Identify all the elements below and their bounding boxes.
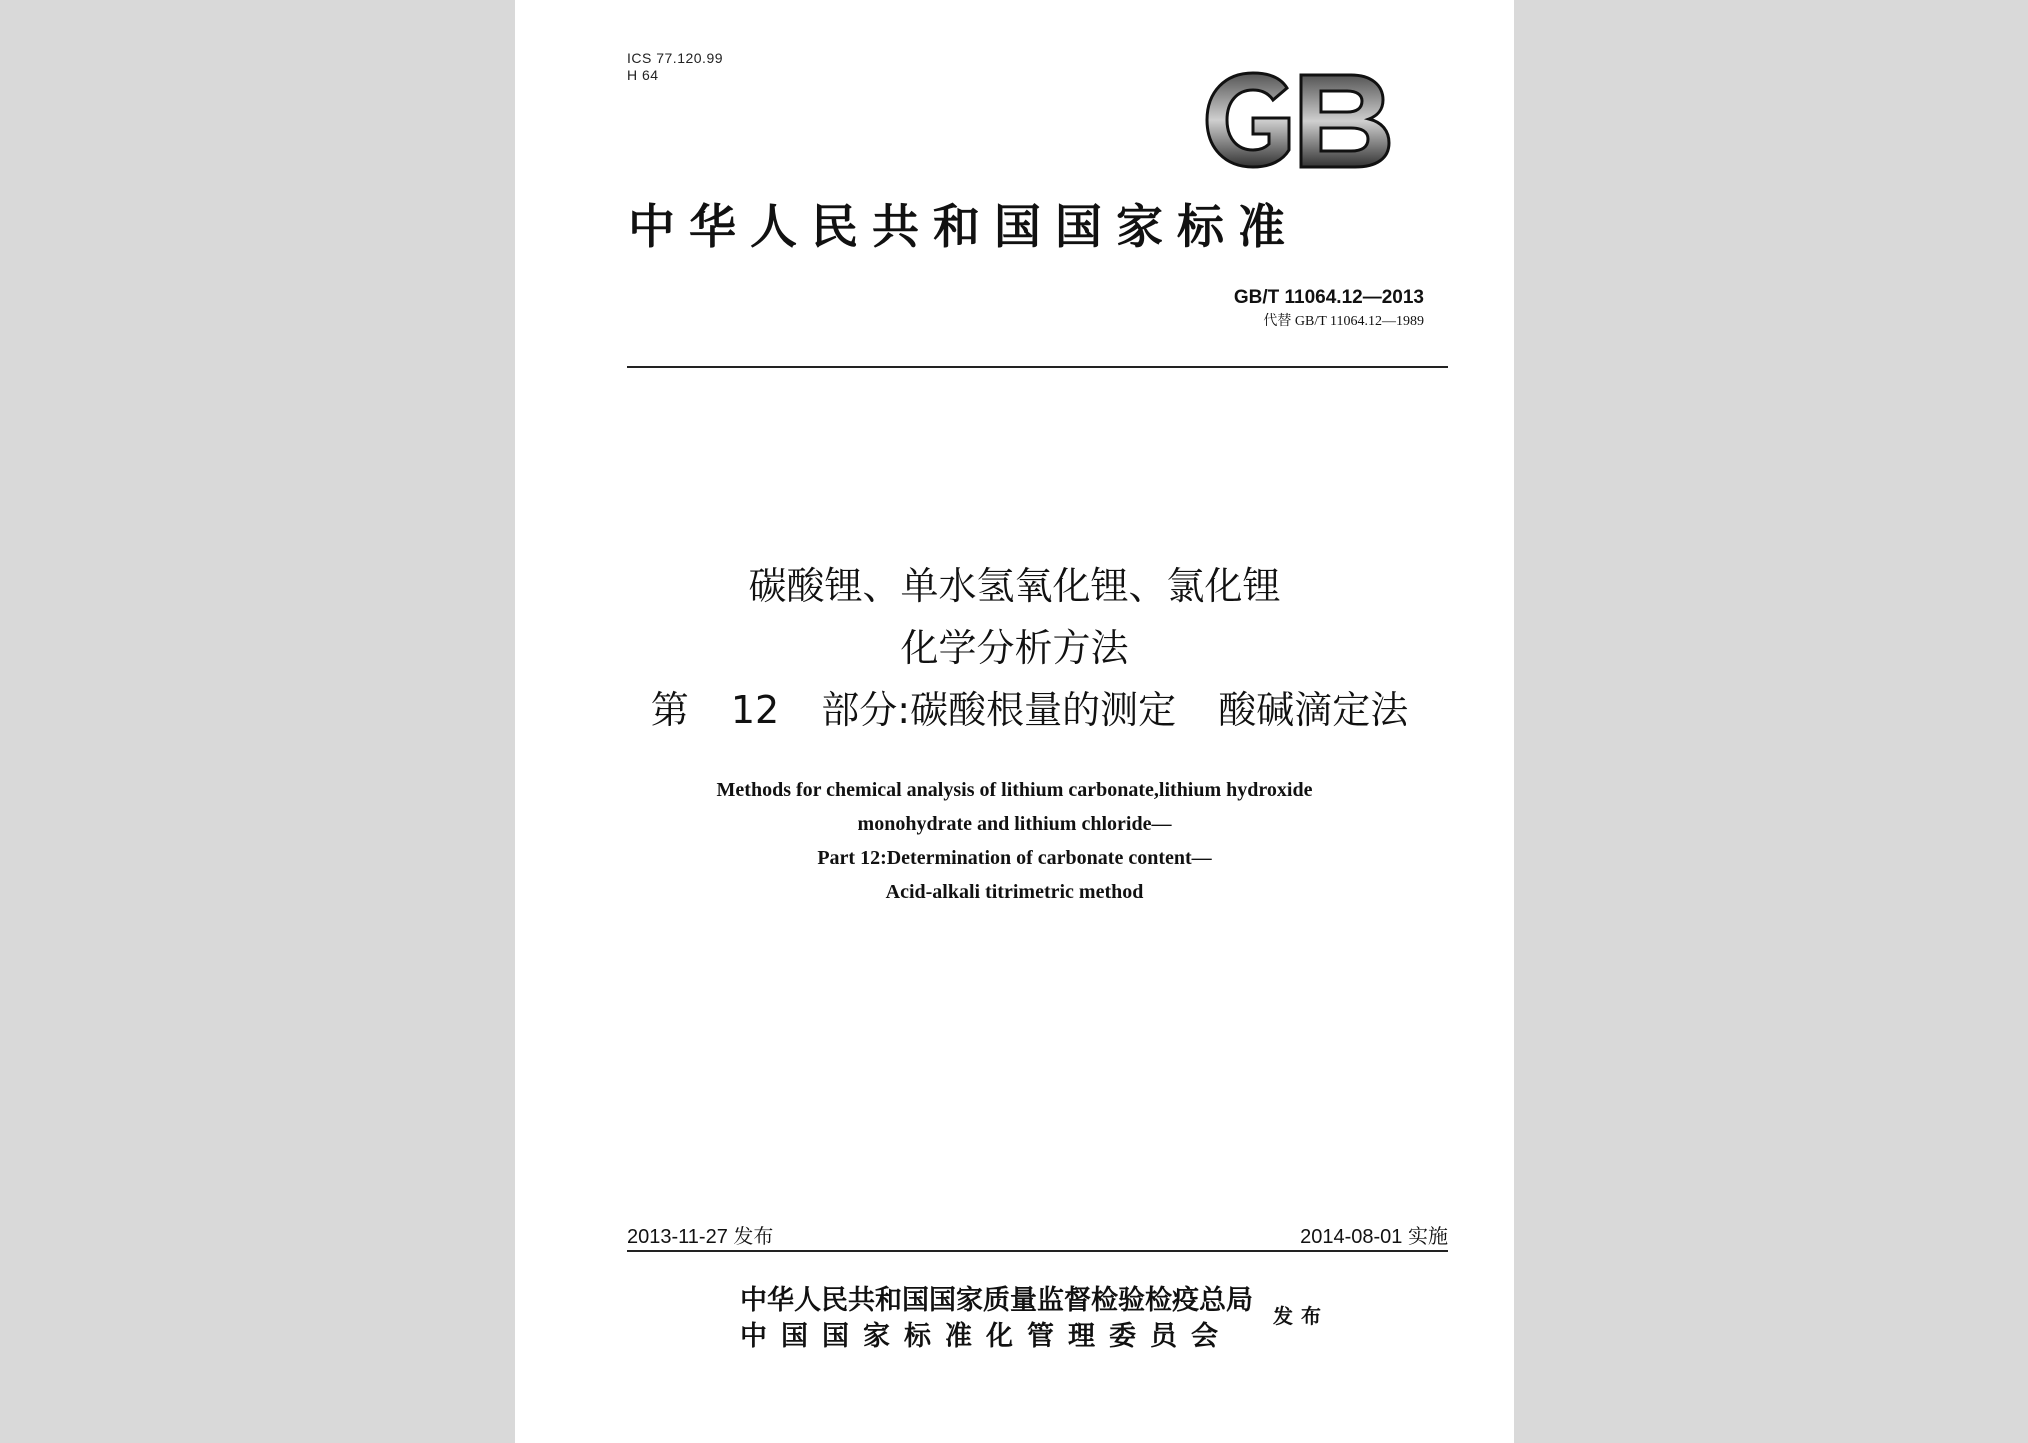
english-title-line2: monohydrate and lithium chloride—	[857, 813, 1172, 835]
standard-number-block	[1234, 287, 1424, 330]
classification-codes	[627, 50, 723, 84]
gb-logo-icon	[1195, 70, 1395, 170]
english-title-line1: Methods for chemical analysis of lithium carbonate,lithium hydroxide	[716, 779, 1313, 801]
replaces-standard: 代替 GB/T 11064.12—1989	[1263, 314, 1424, 329]
issuing-authority-2: 中国国家标准化管理委员会	[740, 1321, 1232, 1352]
national-standard-title: 中华人民共和国国家标准	[628, 200, 1299, 255]
chinese-title-line3: 第 12 部分:碳酸根量的测定 酸碱滴定法	[650, 688, 1409, 732]
standard-number: GB/T 11064.12—2013	[1233, 287, 1424, 308]
implementation-date: 2014-08-01 实施	[1300, 1226, 1448, 1248]
issuing-authority-1: 中华人民共和国国家质量监督检验检疫总局	[740, 1285, 1253, 1316]
chinese-title-line2: 化学分析方法	[900, 626, 1129, 670]
top-divider	[627, 366, 1448, 368]
chinese-title-line1: 碳酸锂、单水氢氧化锂、氯化锂	[748, 564, 1281, 608]
issue-date: 2013-11-27 发布	[627, 1226, 774, 1248]
ccs-code: H 64	[627, 67, 659, 83]
bottom-divider	[627, 1250, 1448, 1252]
english-title-line3: Part 12:Determination of carbonate content—	[817, 847, 1212, 869]
english-title-line4: Acid-alkali titrimetric method	[885, 881, 1144, 903]
ics-code: ICS 77.120.99	[627, 50, 724, 66]
chinese-title	[515, 555, 1514, 741]
english-title	[515, 773, 1514, 909]
document-page	[515, 0, 1514, 1443]
issuing-authorities	[740, 1283, 1253, 1355]
issued-label: 发布	[1273, 1304, 1329, 1328]
